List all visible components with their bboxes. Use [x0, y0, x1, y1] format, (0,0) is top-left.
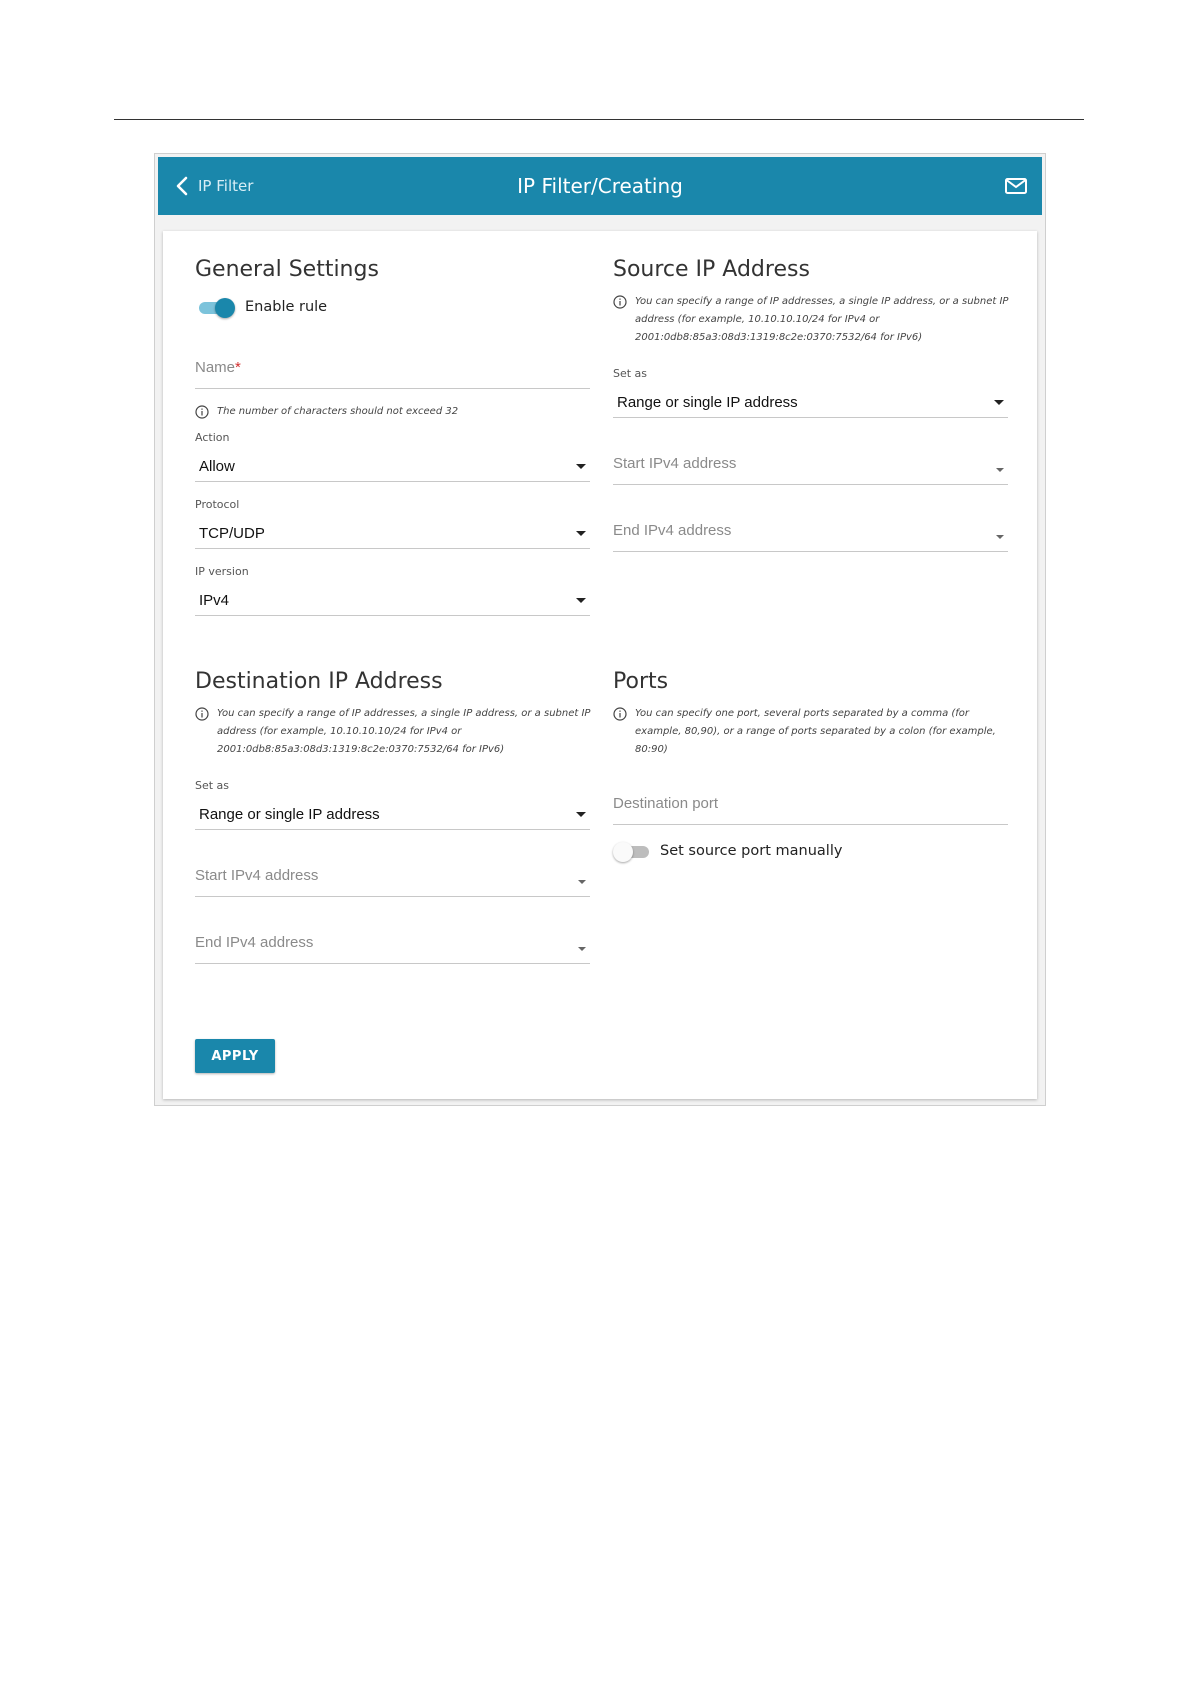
name-hint-text: The number of characters should not exceed 32	[217, 406, 459, 417]
destination-ip-hint	[195, 705, 592, 759]
caret-down-icon	[576, 598, 586, 603]
source-ip-heading: Source IP Address	[613, 257, 810, 282]
source-start-ip-select[interactable]	[613, 434, 1008, 485]
ip-version-select[interactable]	[195, 565, 590, 616]
info-icon	[195, 707, 209, 721]
destination-start-ip-placeholder: Start IPv4 address	[195, 867, 319, 884]
source-port-manual-label: Set source port manually	[660, 843, 843, 859]
mail-icon[interactable]	[1004, 175, 1028, 197]
ports-hint	[613, 705, 1010, 759]
info-icon	[613, 295, 627, 309]
settings-card	[163, 231, 1037, 1099]
header-bar	[158, 157, 1042, 215]
caret-down-icon	[996, 535, 1004, 539]
caret-down-icon	[576, 531, 586, 536]
enable-rule-toggle-knob	[215, 298, 235, 318]
source-port-manual-toggle[interactable]	[615, 841, 651, 861]
apply-button[interactable]: APPLY	[195, 1039, 275, 1073]
source-set-as-select[interactable]	[613, 367, 1008, 418]
screenshot-frame	[154, 153, 1046, 1106]
name-placeholder-text: Name	[195, 359, 236, 376]
source-port-manual-toggle-knob	[613, 842, 633, 862]
source-start-ip-placeholder: Start IPv4 address	[613, 455, 737, 472]
name-field[interactable]	[195, 338, 590, 389]
protocol-select[interactable]	[195, 498, 590, 549]
destination-ip-hint-text: You can specify a range of IP addresses, a single IP address, or a subnet IP address (for example, 10.10.10.10/24 for IPv4 or 2001:0db8:85a3:08d3:1319:8c2e:0370:7532/64 for IPv6)	[217, 708, 591, 755]
general-settings-heading: General Settings	[195, 257, 379, 282]
destination-set-as-label: Set as	[195, 779, 230, 792]
enable-rule-label: Enable rule	[245, 299, 328, 315]
enable-rule-toggle[interactable]	[199, 297, 235, 317]
caret-down-icon	[576, 464, 586, 469]
caret-down-icon	[576, 812, 586, 817]
destination-end-ip-select[interactable]	[195, 913, 590, 964]
ports-hint-text: You can specify one port, several ports separated by a comma (for example, 80,90), or a range of ports separated by a colon (for example, 80:90)	[635, 708, 996, 755]
protocol-value: TCP/UDP	[199, 525, 265, 542]
action-select[interactable]	[195, 431, 590, 482]
caret-down-icon	[578, 947, 586, 951]
info-icon	[195, 405, 209, 419]
ip-version-value: IPv4	[199, 592, 230, 609]
destination-ip-heading: Destination IP Address	[195, 669, 443, 694]
destination-port-input[interactable]	[613, 774, 1008, 825]
protocol-label: Protocol	[195, 498, 240, 511]
source-end-ip-placeholder: End IPv4 address	[613, 522, 732, 539]
source-set-as-value: Range or single IP address	[617, 394, 798, 411]
ports-heading: Ports	[613, 669, 669, 694]
caret-down-icon	[996, 468, 1004, 472]
required-mark: *	[235, 359, 241, 376]
caret-down-icon	[578, 880, 586, 884]
ip-version-label: IP version	[195, 565, 249, 578]
source-set-as-label: Set as	[613, 367, 648, 380]
destination-set-as-value: Range or single IP address	[199, 806, 380, 823]
destination-port-placeholder: Destination port	[613, 795, 719, 812]
name-hint	[195, 403, 597, 421]
info-icon	[613, 707, 627, 721]
source-ip-hint-text: You can specify a range of IP addresses, a single IP address, or a subnet IP address (for example, 10.10.10.10/24 for IPv4 or 2001:0db8:85a3:08d3:1319:8c2e:0370:7532/64 for IPv6)	[635, 296, 1009, 343]
source-ip-hint	[613, 293, 1010, 347]
destination-end-ip-placeholder: End IPv4 address	[195, 934, 314, 951]
action-label: Action	[195, 431, 230, 444]
caret-down-icon	[994, 400, 1004, 405]
back-link-label: IP Filter	[198, 177, 254, 195]
destination-set-as-select[interactable]	[195, 779, 590, 830]
page-title: IP Filter/Creating	[517, 174, 683, 198]
name-placeholder	[195, 359, 241, 376]
source-end-ip-select[interactable]	[613, 501, 1008, 552]
action-value: Allow	[199, 458, 235, 475]
destination-start-ip-select[interactable]	[195, 846, 590, 897]
page-top-rule	[114, 119, 1084, 120]
